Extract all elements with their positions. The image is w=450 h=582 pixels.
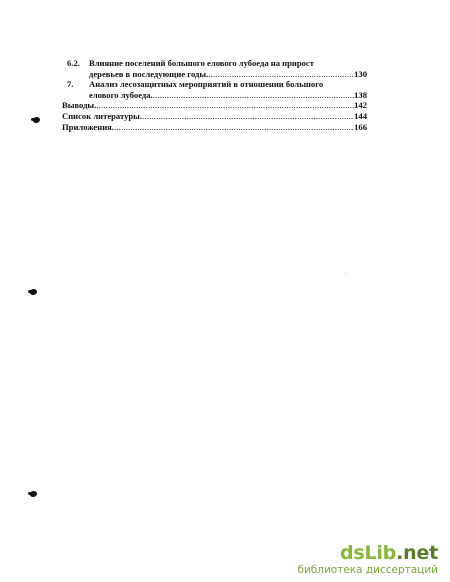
toc-entry-title: Влияние поселений большого елового лубоеда на прирост xyxy=(89,58,314,68)
toc-entry-title: Список литературы. xyxy=(62,110,143,121)
toc-entry-page: 142 xyxy=(354,100,367,111)
toc-entry-title: Приложения. xyxy=(62,121,114,132)
toc-entry-number: 6.2. xyxy=(67,58,80,68)
dot-leader xyxy=(153,90,354,101)
toc-entry-appendices xyxy=(62,122,367,133)
site-watermark xyxy=(297,543,438,576)
toc-entry-page: 144 xyxy=(354,110,367,121)
toc-entry-title-continued: елового лубоеда. xyxy=(89,89,153,100)
dot-leader xyxy=(114,122,354,133)
watermark-brand-tld: .net xyxy=(396,542,438,564)
toc-entry-conclusions xyxy=(62,100,367,111)
toc-entry-title-continued: деревьев в последующие годы. xyxy=(89,68,209,79)
toc-entry-references xyxy=(62,111,367,122)
toc-entry-page: 130 xyxy=(354,68,367,79)
toc-entry-title: Анализ лесозащитных мероприятий в отношении большого xyxy=(89,79,324,90)
table-of-contents xyxy=(62,58,367,132)
punch-hole-top xyxy=(33,117,40,123)
punch-hole-bottom xyxy=(30,491,37,497)
dot-leader xyxy=(142,111,354,122)
watermark-brand xyxy=(297,543,438,563)
toc-entry-number: 7. xyxy=(67,79,74,90)
watermark-subtitle: библиотека диссертаций xyxy=(297,564,438,576)
watermark-brand-main: dsLib xyxy=(339,542,397,564)
dot-leader xyxy=(96,100,354,111)
scan-speck xyxy=(345,273,346,274)
toc-entry-title: Выводы. xyxy=(62,100,97,111)
toc-entry-page: 138 xyxy=(354,89,367,100)
toc-entry-7 xyxy=(62,79,367,100)
toc-entry-6-2 xyxy=(62,58,367,79)
punch-hole-middle xyxy=(30,289,37,295)
toc-entry-page: 166 xyxy=(354,121,367,132)
dot-leader xyxy=(208,69,354,80)
